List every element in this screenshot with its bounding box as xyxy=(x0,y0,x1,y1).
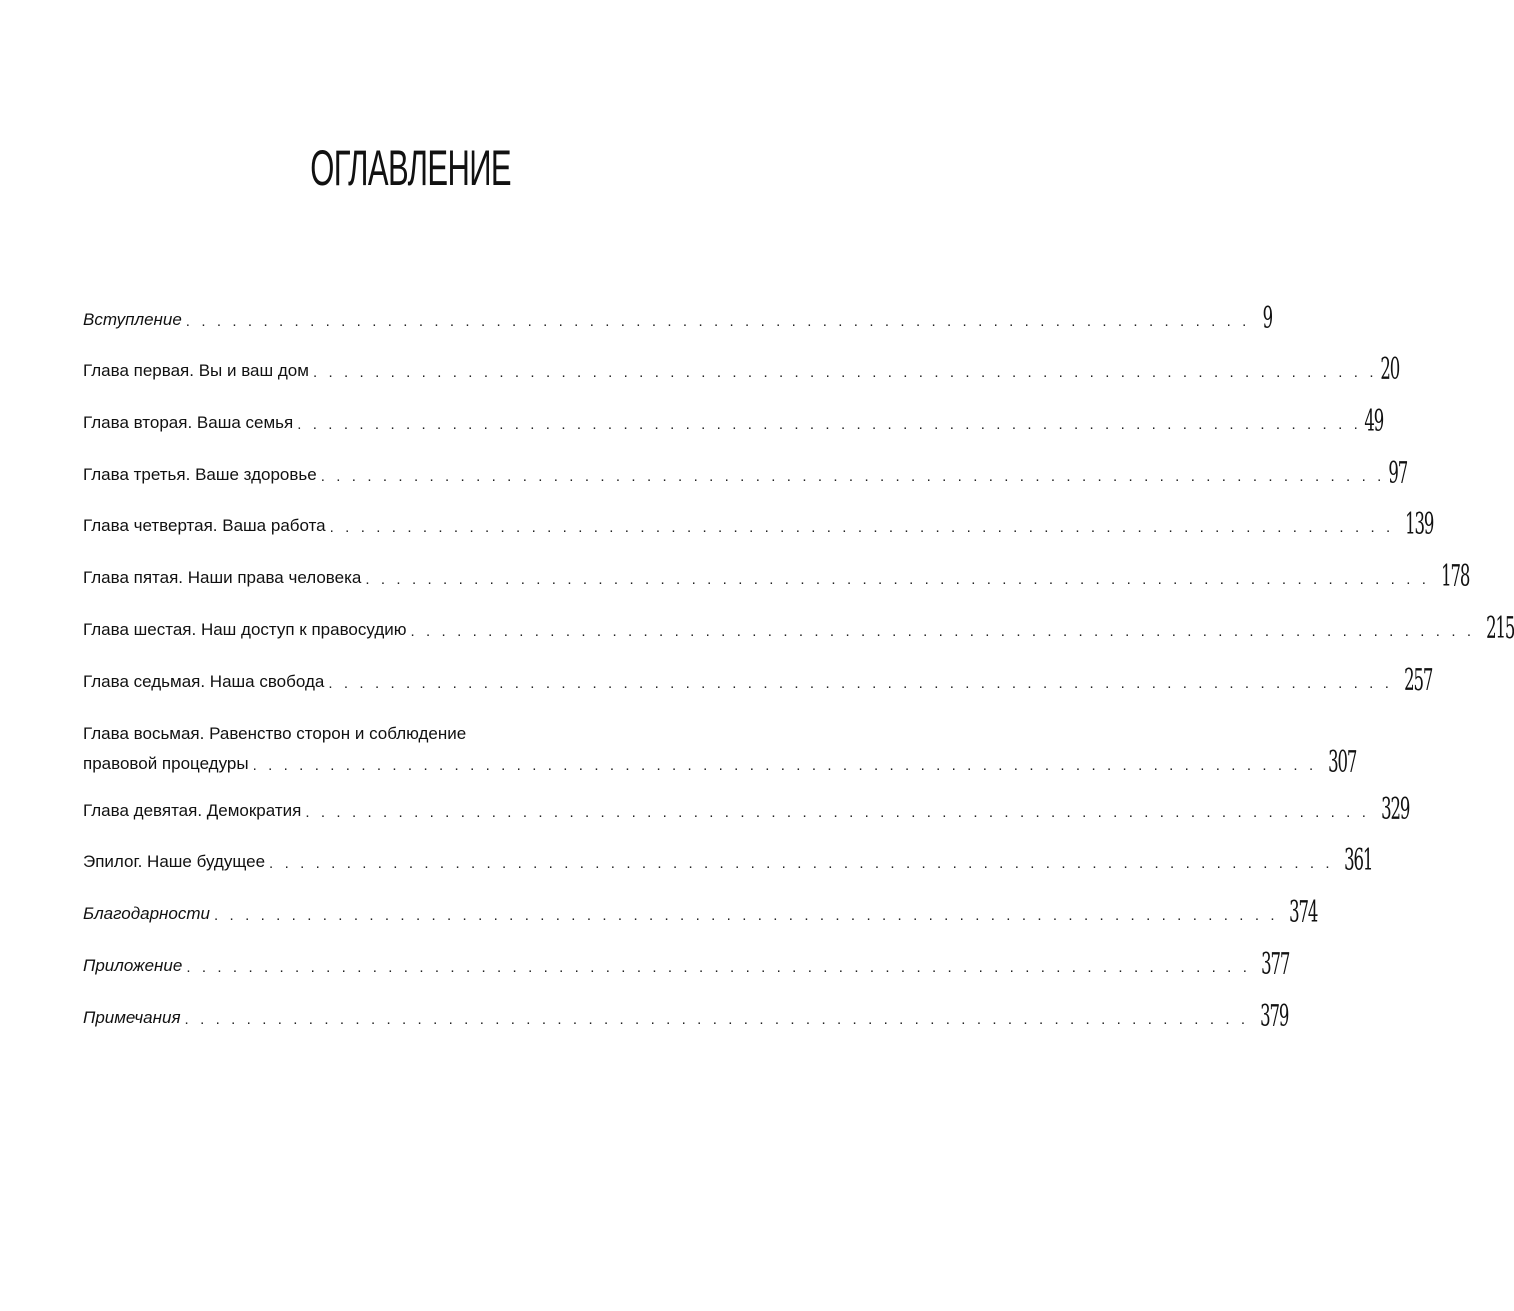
toc-entry-notes[interactable] xyxy=(83,999,1288,1034)
toc-entry-line2 xyxy=(83,745,1356,780)
toc-entry-label: Приложение xyxy=(83,956,183,975)
toc-page-number: 379 xyxy=(1259,999,1288,1034)
dot-leader: . . . . . . . . . . . . . . . . . . . . . . . . . . . . . . . . . . . . . . . . . . . . . . . . . . . . . . . . . . . . . . . . . . . . . xyxy=(186,959,1251,976)
dot-leader: . . . . . . . . . . . . . . . . . . . . . . . . . . . . . . . . . . . . . . . . . . . . . . . . . . . . . . . . . . . . . . . . . . . . . xyxy=(269,855,1334,872)
toc-entry-chapter-1[interactable] xyxy=(83,352,1400,387)
toc-page-number: 20 xyxy=(1380,352,1400,387)
toc-entry-chapter-5[interactable] xyxy=(83,559,1469,594)
toc-entry-label: Глава третья. Ваше здоровье xyxy=(83,465,317,484)
toc-entry-chapter-4[interactable] xyxy=(83,507,1434,542)
toc-entry-label: Глава первая. Вы и ваш дом xyxy=(83,361,309,380)
toc-page-number: 215 xyxy=(1485,611,1514,646)
toc-page-number: 377 xyxy=(1261,947,1290,982)
toc-entry-label: Эпилог. Наше будущее xyxy=(83,852,266,871)
toc-entry-label: Благодарности xyxy=(83,904,210,923)
dot-leader: . . . . . . . . . . . . . . . . . . . . . . . . . . . . . . . . . . . . . . . . . . . . . . . . . . . . . . . . . . . . . . . . . . . . . xyxy=(410,623,1475,640)
toc-page-number: 329 xyxy=(1380,792,1409,827)
toc-entry-label: Глава седьмая. Наша свобода xyxy=(83,672,325,691)
toc-entry-appendix[interactable] xyxy=(83,947,1290,982)
dot-leader: . . . . . . . . . . . . . . . . . . . . . . . . . . . . . . . . . . . . . . . . . . . . . . . . . . . . . . . . . . . . . . . . . . . . . xyxy=(312,364,1378,381)
dot-leader: . . . . . . . . . . . . . . . . . . . . . . . . . . . . . . . . . . . . . . . . . . . . . . . . . . . . . . . . . . . . . . . . . . . . . xyxy=(365,571,1430,588)
toc-entry-chapter-9[interactable] xyxy=(83,792,1409,827)
toc-page-number: 139 xyxy=(1404,507,1434,542)
toc-entry-chapter-3[interactable] xyxy=(83,456,1408,491)
toc-entry-chapter-7[interactable] xyxy=(83,663,1432,698)
dot-leader: . . . . . . . . . . . . . . . . . . . . . . . . . . . . . . . . . . . . . . . . . . . . . . . . . . . . . . . . . . . . . . . . . . . . . xyxy=(252,757,1317,774)
toc-entry-introduction[interactable] xyxy=(83,301,1272,336)
toc-entry-label: Глава четвертая. Ваша работа xyxy=(83,516,326,535)
dot-leader: . . . . . . . . . . . . . . . . . . . . . . . . . . . . . . . . . . . . . . . . . . . . . . . . . . . . . . . . . . . . . . . . . . . . . xyxy=(320,468,1385,485)
dot-leader: . . . . . . . . . . . . . . . . . . . . . . . . . . . . . . . . . . . . . . . . . . . . . . . . . . . . . . . . . . . . . . . . . . . . . xyxy=(185,313,1250,330)
dot-leader: . . . . . . . . . . . . . . . . . . . . . . . . . . . . . . . . . . . . . . . . . . . . . . . . . . . . . . . . . . . . . . . . . . . . . xyxy=(305,804,1370,821)
toc-entry-label: Примечания xyxy=(83,1008,181,1027)
toc-entry-label-line2: правовой процедуры xyxy=(83,754,249,773)
toc-page-number: 178 xyxy=(1440,559,1469,594)
toc-entry-acknowledgements[interactable] xyxy=(83,895,1318,930)
toc-entry-chapter-6[interactable] xyxy=(83,611,1514,646)
toc-page-number: 257 xyxy=(1403,663,1432,698)
toc-page-number: 307 xyxy=(1327,745,1356,780)
toc-page-number: 49 xyxy=(1364,404,1384,439)
toc-page-number: 9 xyxy=(1262,301,1272,336)
toc-page-number: 374 xyxy=(1289,895,1318,930)
dot-leader: . . . . . . . . . . . . . . . . . . . . . . . . . . . . . . . . . . . . . . . . . . . . . . . . . . . . . . . . . . . . . . . . . . . . . xyxy=(328,675,1393,692)
toc-entry-label: Глава пятая. Наши права человека xyxy=(83,568,362,587)
toc-entry-chapter-2[interactable] xyxy=(83,404,1384,439)
toc-page-number: 361 xyxy=(1344,843,1373,878)
dot-leader: . . . . . . . . . . . . . . . . . . . . . . . . . . . . . . . . . . . . . . . . . . . . . . . . . . . . . . . . . . . . . . . . . . . . . xyxy=(184,1011,1249,1028)
toc-entry-label: Глава вторая. Ваша семья xyxy=(83,413,294,432)
toc-entry-epilogue[interactable] xyxy=(83,843,1373,878)
dot-leader: . . . . . . . . . . . . . . . . . . . . . . . . . . . . . . . . . . . . . . . . . . . . . . . . . . . . . . . . . . . . . . . . . . . . . xyxy=(329,519,1394,536)
page-title: ОГЛАВЛЕНИЕ xyxy=(310,140,511,196)
toc-entry-chapter-8[interactable] xyxy=(83,720,1356,780)
dot-leader: . . . . . . . . . . . . . . . . . . . . . . . . . . . . . . . . . . . . . . . . . . . . . . . . . . . . . . . . . . . . . . . . . . . . . xyxy=(297,416,1362,433)
dot-leader: . . . . . . . . . . . . . . . . . . . . . . . . . . . . . . . . . . . . . . . . . . . . . . . . . . . . . . . . . . . . . . . . . . . . . xyxy=(214,907,1279,924)
toc-entry-label: Глава шестая. Наш доступ к правосудию xyxy=(83,620,407,639)
toc-entry-label: Глава девятая. Демократия xyxy=(83,801,302,820)
toc-entry-label-line1: Глава восьмая. Равенство сторон и соблюдение xyxy=(83,724,467,743)
toc-entry-label: Вступление xyxy=(83,310,182,329)
toc-page-number: 97 xyxy=(1388,456,1408,491)
